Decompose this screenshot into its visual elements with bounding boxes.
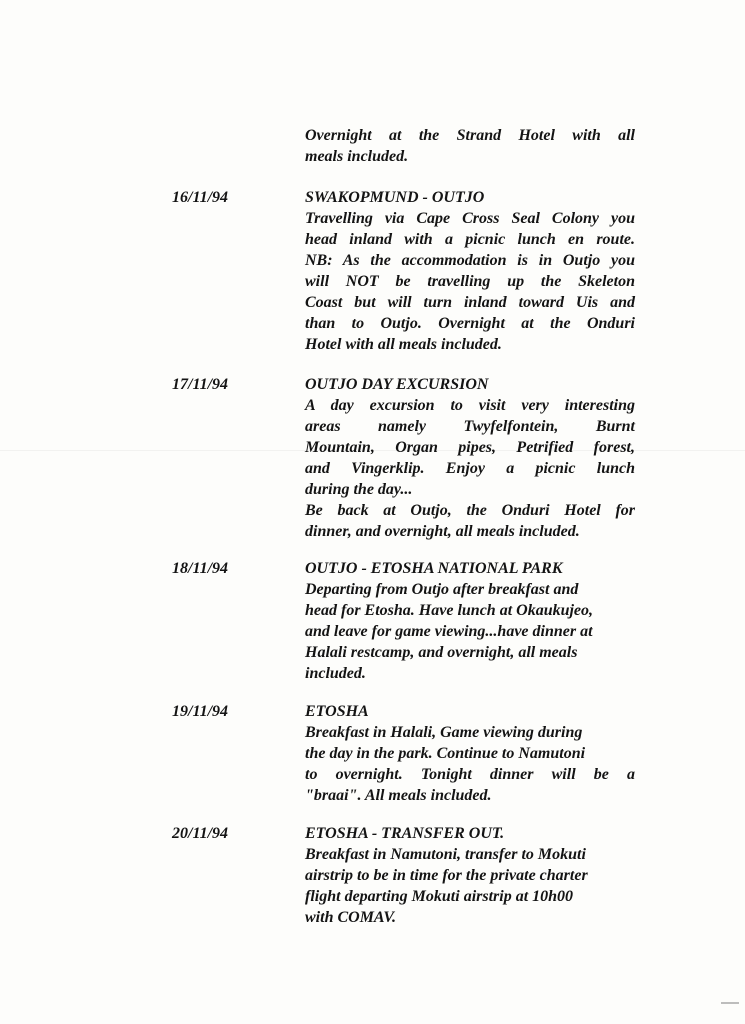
entry-line: Coast but will turn inland toward Uis and xyxy=(305,294,635,311)
entry-date: 17/11/94 xyxy=(172,376,229,393)
entry-line: flight departing Mokuti airstrip at 10h00 xyxy=(305,888,574,905)
entry-date: 18/11/94 xyxy=(172,560,229,577)
entry-title: OUTJO DAY EXCURSION xyxy=(305,376,489,393)
intro-line: Overnight at the Strand Hotel with all xyxy=(305,127,635,144)
entry-date: 19/11/94 xyxy=(172,703,229,720)
entry-line: Breakfast in Namutoni, transfer to Mokuti xyxy=(305,846,586,863)
entry-line: with COMAV. xyxy=(305,909,397,926)
entry-date: 20/11/94 xyxy=(172,825,229,842)
entry-title: ETOSHA - TRANSFER OUT. xyxy=(305,825,505,842)
page-corner-mark xyxy=(721,1002,739,1004)
entry-date: 16/11/94 xyxy=(172,189,229,206)
entry-line: the day in the park. Continue to Namutoni xyxy=(305,745,586,762)
entry-line: than to Outjo. Overnight at the Onduri xyxy=(305,315,635,332)
entry-line: head for Etosha. Have lunch at Okaukujeo, xyxy=(305,602,594,619)
entry-title: SWAKOPMUND - OUTJO xyxy=(305,189,485,206)
entry-line: and leave for game viewing...have dinner at xyxy=(305,623,593,640)
entry-line: Travelling via Cape Cross Seal Colony you xyxy=(305,210,635,227)
entry-body xyxy=(305,558,635,684)
entry-line: dinner, and overnight, all meals included. xyxy=(305,523,580,540)
entry-line: Halali restcamp, and overnight, all meals xyxy=(305,644,578,661)
entry-body xyxy=(305,823,635,928)
entry-line: included. xyxy=(305,665,366,682)
entry-body xyxy=(305,701,635,806)
entry-line: areas namely Twyfelfontein, Burnt xyxy=(305,418,635,435)
entry-line: Mountain, Organ pipes, Petrified forest, xyxy=(305,439,635,456)
entry-line: to overnight. Tonight dinner will be a xyxy=(305,766,635,783)
entry-body xyxy=(305,187,635,355)
entry-line: airstrip to be in time for the private charter xyxy=(305,867,588,884)
entry-line: "braai". All meals included. xyxy=(305,787,492,804)
entry-line: Departing from Outjo after breakfast and xyxy=(305,581,579,598)
entry-title: OUTJO - ETOSHA NATIONAL PARK xyxy=(305,560,563,577)
entry-line: Hotel with all meals included. xyxy=(305,336,502,353)
entry-line: NB: As the accommodation is in Outjo you xyxy=(305,252,635,269)
entry-line: head inland with a picnic lunch en route. xyxy=(305,231,635,248)
entry-line: will NOT be travelling up the Skeleton xyxy=(305,273,635,290)
intro-line: meals included. xyxy=(305,148,409,165)
entry-title: ETOSHA xyxy=(305,703,369,720)
entry-line: A day excursion to visit very interesting xyxy=(305,397,635,414)
entry-line: and Vingerklip. Enjoy a picnic lunch xyxy=(305,460,635,477)
intro-paragraph xyxy=(305,125,635,167)
entry-line: Breakfast in Halali, Game viewing during xyxy=(305,724,583,741)
entry-line: Be back at Outjo, the Onduri Hotel for xyxy=(305,502,635,519)
entry-body xyxy=(305,374,635,542)
entry-line: during the day... xyxy=(305,481,413,498)
